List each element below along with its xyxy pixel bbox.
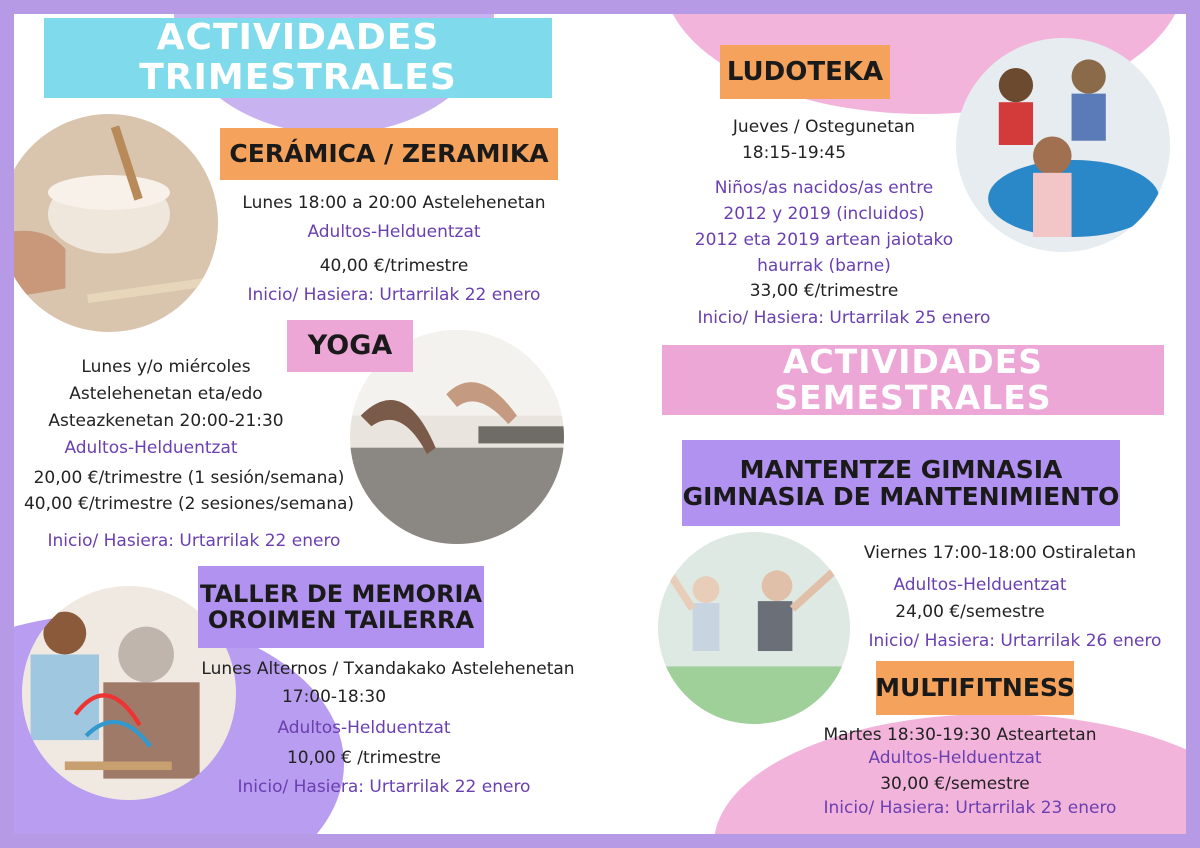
ludoteka-time: 18:15-19:45 (741, 143, 847, 163)
ceramica-title: CERÁMICA / ZERAMIKA (220, 128, 558, 180)
memoria-schedule: Lunes Alternos / Txandakako Astelehenetan (201, 659, 575, 679)
gimnasia-price: 24,00 €/semestre (895, 602, 1045, 622)
multifitness-schedule: Martes 18:30-19:30 Asteartetan (823, 725, 1097, 745)
gymnastics-photo (658, 532, 850, 724)
memoria-title-line2: OROIMEN TAILERRA (207, 606, 475, 634)
yoga-price1: 20,00 €/trimestre (1 sesión/semana) (33, 468, 345, 488)
ceramica-schedule: Lunes 18:00 a 20:00 Astelehenetan (242, 193, 546, 213)
yoga-line2: Astelehenetan eta/edo (69, 384, 263, 404)
children-playing-photo (956, 38, 1170, 252)
ludoteka-price: 33,00 €/trimestre (749, 281, 899, 301)
ludoteka-age3: 2012 eta 2019 artean jaiotako (694, 230, 954, 250)
multifitness-start: Inicio/ Hasiera: Urtarrilak 23 enero (823, 798, 1117, 818)
ludoteka-schedule: Jueves / Ostegunetan (732, 117, 916, 137)
ludoteka-age2: 2012 y 2019 (incluidos) (723, 204, 925, 224)
ceramica-audience: Adultos-Helduentzat (307, 222, 481, 242)
memoria-title (198, 566, 484, 648)
ceramics-photo (14, 114, 218, 332)
yoga-title: YOGA (287, 320, 413, 372)
gimnasia-schedule: Viernes 17:00-18:00 Ostiraletan (863, 543, 1137, 563)
semestral-header: ACTIVIDADES SEMESTRALES (662, 345, 1164, 415)
trimestral-header: ACTIVIDADES TRIMESTRALES (44, 18, 552, 98)
yoga-line3: Asteazkenetan 20:00-21:30 (48, 411, 284, 431)
yoga-price2: 40,00 €/trimestre (2 sesiones/semana) (23, 494, 355, 514)
gimnasia-title (682, 440, 1120, 526)
yoga-start: Inicio/ Hasiera: Urtarrilak 22 enero (47, 531, 341, 551)
gimnasia-title-line2: GIMNASIA DE MANTENIMIENTO (682, 482, 1120, 511)
ludoteka-title: LUDOTEKA (720, 45, 890, 99)
ludoteka-age1: Niños/as nacidos/as entre (714, 178, 934, 198)
yoga-line1: Lunes y/o miércoles (81, 357, 251, 377)
ludoteka-start: Inicio/ Hasiera: Urtarrilak 25 enero (697, 308, 991, 328)
yoga-audience: Adultos-Helduentzat (64, 438, 238, 458)
gimnasia-audience: Adultos-Helduentzat (893, 575, 1067, 595)
memoria-price: 10,00 € /trimestre (286, 748, 441, 768)
content-panel (14, 14, 1186, 834)
memoria-time: 17:00-18:30 (281, 687, 387, 707)
memoria-audience: Adultos-Helduentzat (277, 718, 451, 738)
multifitness-audience: Adultos-Helduentzat (868, 748, 1042, 768)
memoria-title-line1: TALLER DE MEMORIA (199, 579, 483, 608)
ceramica-price: 40,00 €/trimestre (319, 256, 469, 276)
ludoteka-age4: haurrak (barne) (757, 256, 891, 276)
ceramica-start: Inicio/ Hasiera: Urtarrilak 22 enero (247, 285, 541, 305)
multifitness-price: 30,00 €/semestre (880, 774, 1030, 794)
multifitness-title: MULTIFITNESS (876, 661, 1074, 715)
memoria-start: Inicio/ Hasiera: Urtarrilak 22 enero (237, 777, 531, 797)
gimnasia-start: Inicio/ Hasiera: Urtarrilak 26 enero (868, 631, 1162, 651)
gimnasia-title-line1: MANTENTZE GIMNASIA (739, 454, 1063, 484)
